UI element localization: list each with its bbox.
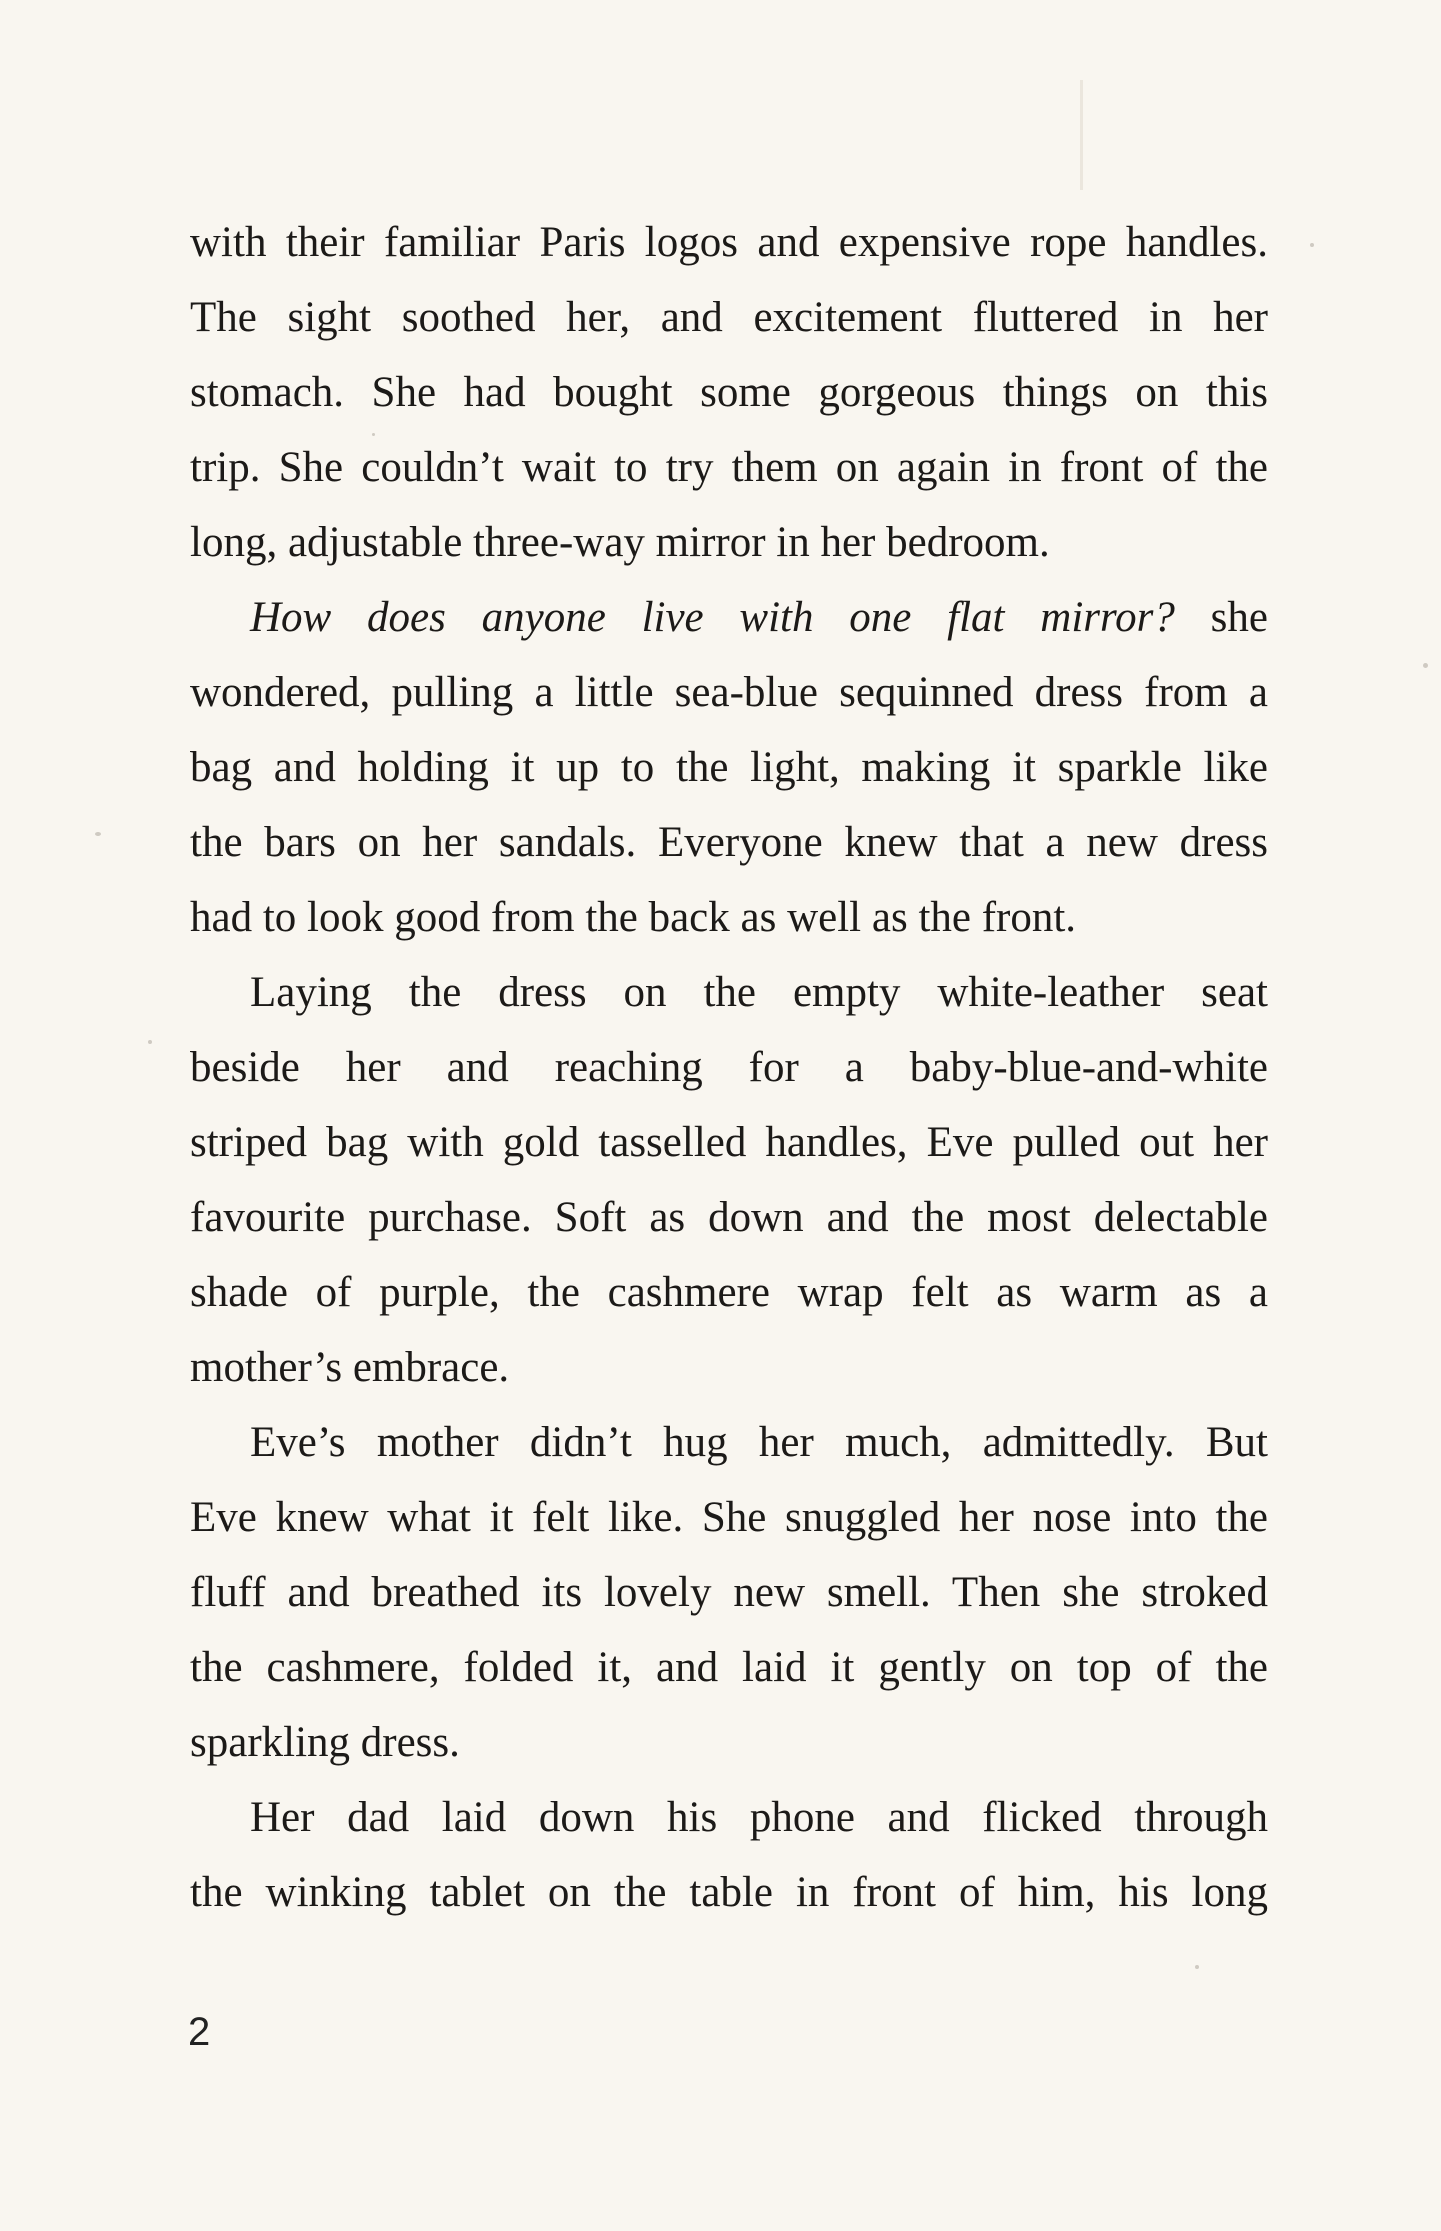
text-line: trip. She couldn’t wait to try them on again in front of the (190, 444, 1268, 491)
text-line (190, 580, 1268, 655)
paper-speck (148, 1040, 152, 1044)
show-through-mark (1080, 80, 1083, 190)
paper-speck (1195, 1965, 1199, 1969)
text-line: long, adjustable three-way mirror in her bedroom. (190, 519, 1050, 566)
text-line: had to look good from the back as well as the front. (190, 894, 1077, 941)
text-line: shade of purple, the cashmere wrap felt as warm as a (190, 1269, 1268, 1316)
text-line: bag and holding it up to the light, making it sparkle like (190, 744, 1268, 791)
text-line: The sight soothed her, and excitement fluttered in her (190, 294, 1268, 341)
text-line: mother’s embrace. (190, 1344, 510, 1391)
page-number: 2 (188, 2010, 211, 2054)
text-span: she (1174, 594, 1268, 641)
italic-thought: How does anyone live with one flat mirror? (250, 594, 1175, 641)
text-line: sparkling dress. (190, 1719, 460, 1766)
text-line: stomach. She had bought some gorgeous things on this (190, 369, 1268, 416)
text-line: favourite purchase. Soft as down and the most delectable (190, 1194, 1268, 1241)
text-line: the cashmere, folded it, and laid it gently on top of the (190, 1644, 1268, 1691)
text-line: wondered, pulling a little sea-blue sequinned dress from a (190, 669, 1268, 716)
paper-speck (1423, 663, 1428, 668)
text-line: fluff and breathed its lovely new smell. Then she stroked (190, 1569, 1268, 1616)
text-line: the bars on her sandals. Everyone knew that a new dress (190, 819, 1268, 866)
text-line: Eve knew what it felt like. She snuggled her nose into the (190, 1494, 1268, 1541)
text-line: striped bag with gold tasselled handles, Eve pulled out her (190, 1119, 1268, 1166)
text-line: the winking tablet on the table in front of him, his long (190, 1869, 1268, 1916)
text-line: Eve’s mother didn’t hug her much, admittedly. But (250, 1419, 1268, 1466)
body-text (190, 205, 1268, 1930)
paper-speck (1310, 243, 1314, 247)
text-line: Laying the dress on the empty white-leather seat (250, 969, 1268, 1016)
text-line: beside her and reaching for a baby-blue-and-white (190, 1044, 1268, 1091)
text-line: Her dad laid down his phone and flicked through (250, 1794, 1268, 1841)
text-line: with their familiar Paris logos and expensive rope handles. (190, 219, 1268, 266)
paper-speck (95, 832, 101, 836)
